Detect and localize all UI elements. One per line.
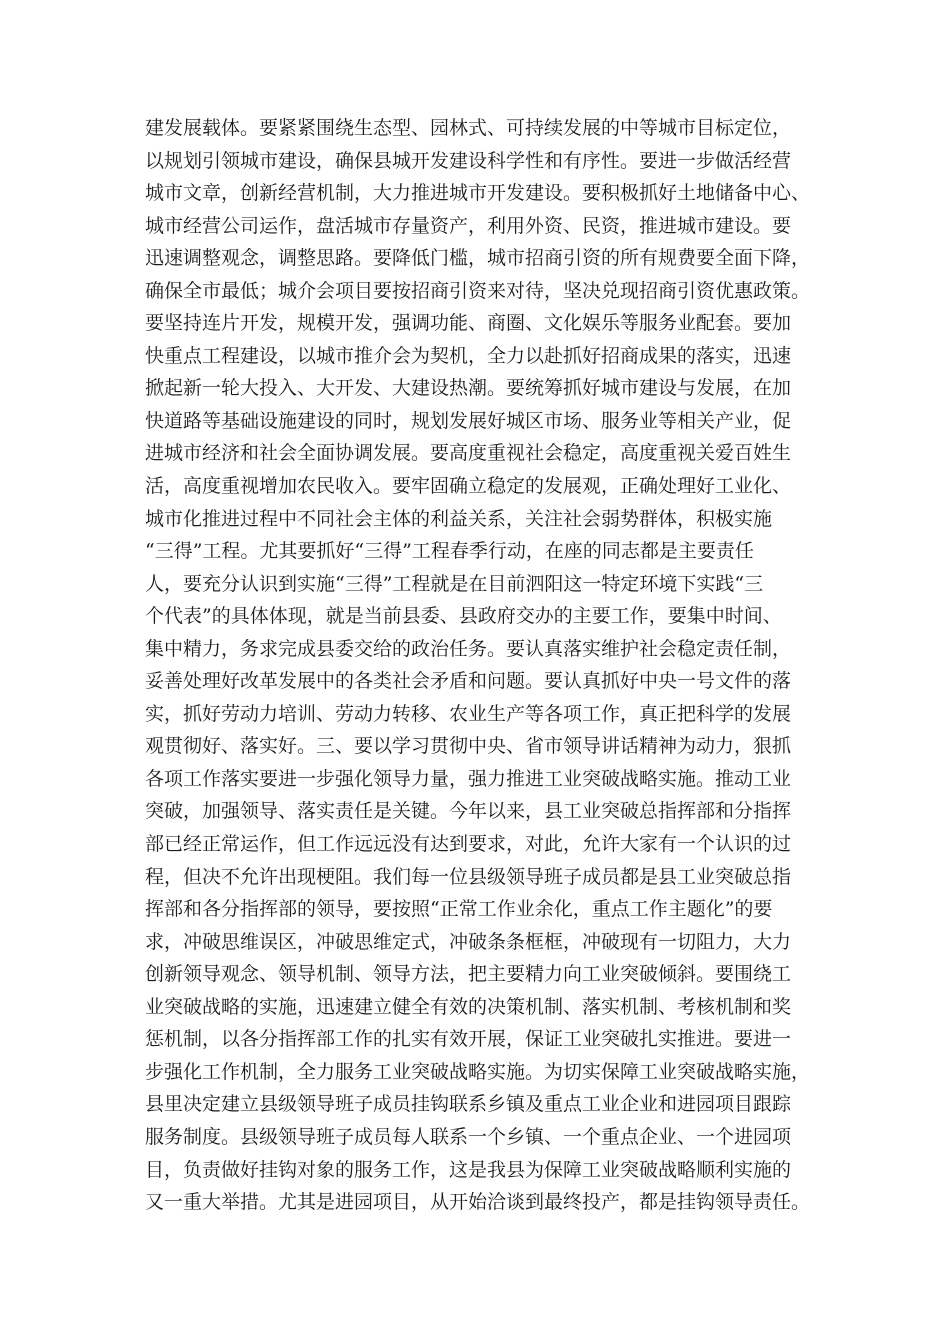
- text-line: 惩机制，以各分指挥部工作的扎实有效开展，保证工业突破扎实推进。要进一: [145, 1028, 792, 1051]
- text-line: 要坚持连片开发，规模开发，强调功能、商圈、文化娱乐等服务业配套。要加: [145, 312, 792, 335]
- text-line: 以规划引领城市建设，确保县城开发建设科学性和有序性。要进一步做活经营: [145, 149, 792, 172]
- text-line: 妥善处理好改革发展中的各类社会矛盾和问题。要认真抓好中央一号文件的落: [145, 670, 792, 693]
- text-line: 快道路等基础设施建设的同时，规划发展好城区市场、服务业等相关产业，促: [145, 409, 792, 432]
- text-line: 城市文章，创新经营机制，大力推进城市开发建设。要积极抓好土地储备中心、: [145, 182, 811, 205]
- text-line: 创新领导观念、领导机制、领导方法，把主要精力向工业突破倾斜。要围绕工: [145, 963, 792, 986]
- text-line: 突破，加强领导、落实责任是关键。今年以来，县工业突破总指挥部和分指挥: [145, 800, 792, 823]
- text-line: 迅速调整观念，调整思路。要降低门槛，城市招商引资的所有规费要全面下降，: [145, 247, 811, 270]
- text-line: 确保全市最低；城介会项目要按招商引资来对待，坚决兑现招商引资优惠政策。: [145, 279, 811, 302]
- text-line: 县里决定建立县级领导班子成员挂钩联系乡镇及重点工业企业和进园项目跟踪: [145, 1093, 792, 1116]
- text-line: 各项工作落实要进一步强化领导力量，强力推进工业突破战略实施。推动工业: [145, 767, 792, 790]
- text-line: 建发展载体。要紧紧围绕生态型、园林式、可持续发展的中等城市目标定位，: [145, 117, 792, 139]
- text-line: 部已经正常运作，但工作远远没有达到要求，对此，允许大家有一个认识的过: [145, 833, 792, 856]
- text-line: 又一重大举措。尤其是进园项目，从开始洽谈到最终投产，都是挂钩领导责任。: [145, 1191, 811, 1214]
- text-line: 进城市经济和社会全面协调发展。要高度重视社会稳定，高度重视关爱百姓生: [145, 442, 792, 465]
- text-line: 掀起新一轮大投入、大开发、大建设热潮。要统筹抓好城市建设与发展，在加: [145, 377, 792, 400]
- text-line: 实，抓好劳动力培训、劳动力转移、农业生产等各项工作，真正把科学的发展: [145, 702, 792, 725]
- text-line: 观贯彻好、落实好。三、要以学习贯彻中央、省市领导讲话精神为动力，狠抓: [145, 735, 792, 758]
- text-line: “三得”工程。尤其要抓好“三得”工程春季行动，在座的同志都是主要责任: [145, 540, 754, 563]
- text-line: 城市经营公司运作，盘活城市存量资产，利用外资、民资，推进城市建设。要: [145, 214, 792, 237]
- text-line: 城市化推进过程中不同社会主体的利益关系，关注社会弱势群体，积极实施: [145, 507, 773, 530]
- text-line: 快重点工程建设，以城市推介会为契机，全力以赴抓好招商成果的落实，迅速: [145, 344, 792, 367]
- text-line: 求，冲破思维误区，冲破思维定式，冲破条条框框，冲破现有一切阻力，大力: [145, 930, 792, 953]
- text-line: 目，负责做好挂钩对象的服务工作，这是我县为保障工业突破战略顺利实施的: [145, 1158, 792, 1181]
- text-line: 步强化工作机制，全力服务工业突破战略实施。为切实保障工业突破战略实施，: [145, 1060, 811, 1083]
- text-line: 人，要充分认识到实施“三得”工程就是在目前泗阳这一特定环境下实践“三: [145, 572, 764, 595]
- text-line: 服务制度。县级领导班子成员每人联系一个乡镇、一个重点企业、一个进园项: [145, 1125, 792, 1148]
- body-text: [145, 112, 835, 1219]
- text-line: 集中精力，务求完成县委交给的政治任务。要认真落实维护社会稳定责任制，: [145, 637, 792, 660]
- text-line: 活，高度重视增加农民收入。要牢固确立稳定的发展观，正确处理好工业化、: [145, 475, 792, 498]
- text-line: 挥部和各分指挥部的领导，要按照“正常工作业余化，重点工作主题化”的要: [145, 898, 773, 921]
- text-line: 业突破战略的实施，迅速建立健全有效的决策机制、落实机制、考核机制和奖: [145, 995, 792, 1018]
- text-line: 程，但决不允许出现梗阻。我们每一位县级领导班子成员都是县工业突破总指: [145, 865, 792, 888]
- text-line: 个代表”的具体体现，就是当前县委、县政府交办的主要工作，要集中时间、: [145, 605, 782, 628]
